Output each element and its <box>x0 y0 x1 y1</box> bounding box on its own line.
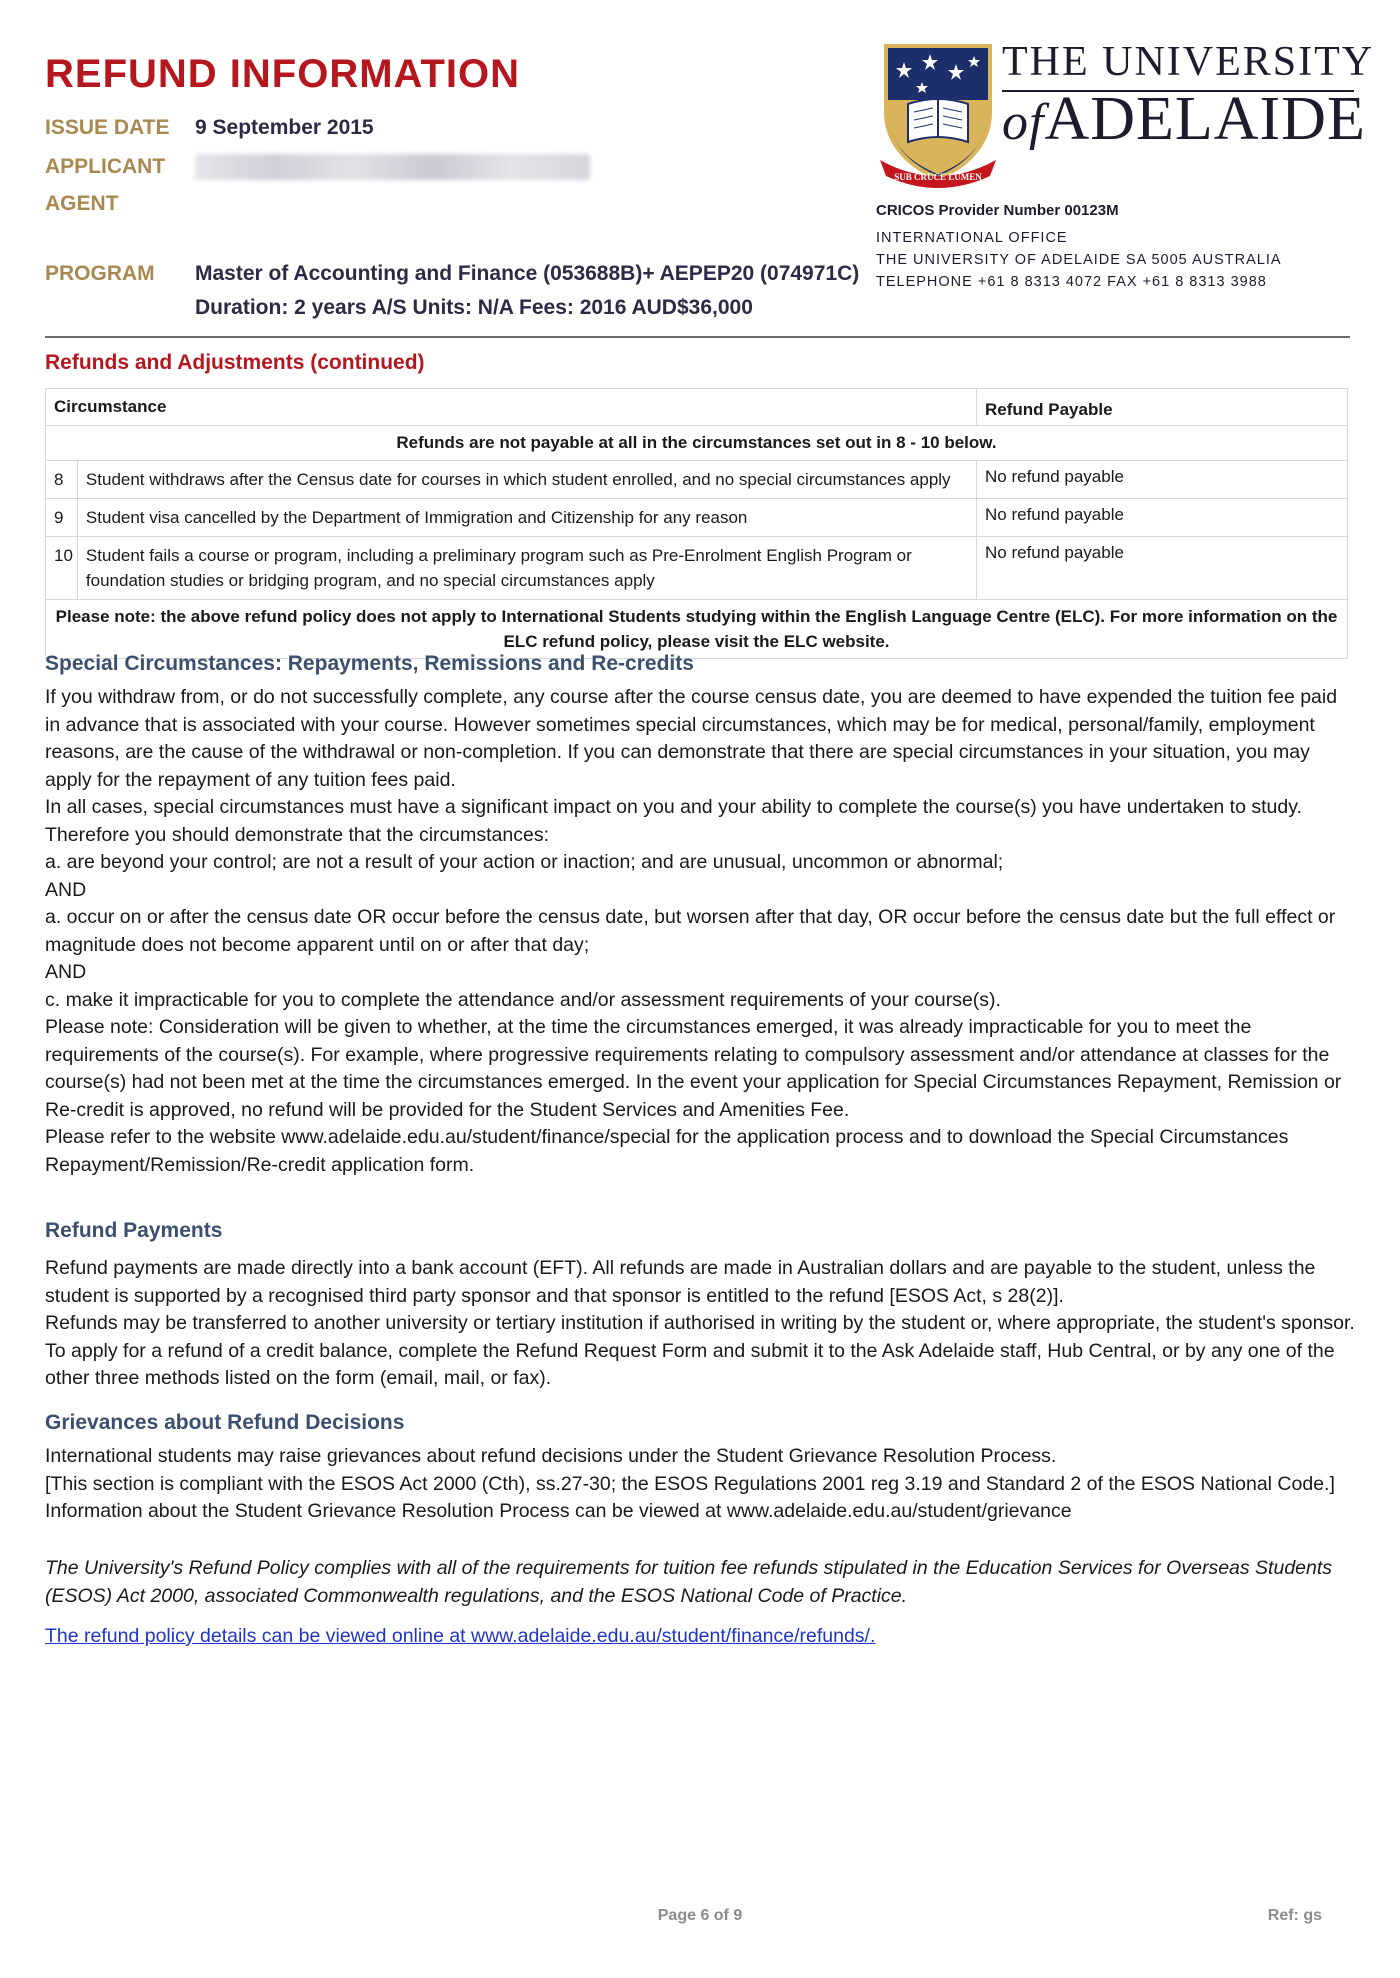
program-name: Master of Accounting and Finance (053688B)+ AEPEP20 (074971C) <box>195 262 860 285</box>
row-number: 8 <box>46 461 78 499</box>
table-header-row <box>46 389 1348 426</box>
grievances-paragraph: International students may raise grievances about refund decisions under the Student Grievance Resolution Process. <box>45 1445 1057 1467</box>
refund-payments-paragraph: Refunds may be transferred to another university or tertiary institution if authorised in writing by the student or, where appropriate, the student's sponsor. <box>45 1312 1355 1334</box>
office-line-1: INTERNATIONAL OFFICE <box>876 230 1068 246</box>
program-details: Duration: 2 years A/S Units: N/A Fees: 2016 AUD$36,000 <box>195 296 753 319</box>
refund-payments-paragraph: Refund payments are made directly into a bank account (EFT). All refunds are made in Australian dollars and are payable to the student, unless the student is supported by a recognised third party sponsor and that sponsor is entitled to the refund [ESOS Act, s 28(2)]. <box>45 1257 1316 1307</box>
col-circumstance: Circumstance <box>46 389 977 426</box>
refund-policy-link[interactable]: The refund policy details can be viewed online at www.adelaide.edu.au/student/finance/refunds/. <box>45 1625 876 1647</box>
crest-motto: SUB CRUCE LUMEN <box>894 172 982 182</box>
office-line-2: THE UNIVERSITY OF ADELAIDE SA 5005 AUSTRALIA <box>876 252 1282 268</box>
refund-payments-paragraph: To apply for a refund of a credit balance, complete the Refund Request Form and submit it to the Ask Adelaide staff, Hub Central, or by any one of the other three methods listed on the form (email, mail, or fax). <box>45 1339 1335 1389</box>
special-paragraph: a. occur on or after the census date OR occur before the census date, but worsen after that day, OR occur before the census date but the full effect or magnitude does not become apparent until on or after that day; <box>45 906 1336 956</box>
special-paragraph: c. make it impracticable for you to complete the attendance and/or assessment requirements of your course(s). <box>45 988 1001 1011</box>
elc-note: Please note: the above refund policy does not apply to International Students studying within the English Language Centre (ELC). For more information on the ELC refund policy, please visit the ELC website. <box>46 600 1348 659</box>
table-row <box>46 461 1348 499</box>
table-note-row <box>46 600 1348 659</box>
applicant-row <box>45 154 590 180</box>
university-name-adelaide: ADELAIDE <box>1044 85 1366 153</box>
document-title: REFUND INFORMATION <box>45 52 520 96</box>
row-number: 10 <box>46 537 78 600</box>
special-paragraph: AND <box>45 878 87 901</box>
refund-table <box>45 388 1348 659</box>
special-paragraph: a. are beyond your control; are not a result of your action or inaction; and are unusual, uncommon or abnormal; <box>45 851 1004 873</box>
table-banner: Refunds are not payable at all in the circumstances set out in 8 - 10 below. <box>46 426 1348 461</box>
refund-payments-body <box>45 1255 1355 1393</box>
issue-date-value: 9 September 2015 <box>195 116 374 139</box>
table-row <box>46 537 1348 600</box>
special-heading: Special Circumstances: Repayments, Remissions and Re-credits <box>45 652 694 675</box>
cricos-number: CRICOS Provider Number 00123M <box>876 202 1119 219</box>
agent-row <box>45 192 195 216</box>
footer-ref: Ref: gs <box>1267 1907 1322 1924</box>
grievances-paragraph: [This section is compliant with the ESOS Act 2000 (Cth), ss.27-30; the ESOS Regulations 2001 reg 3.19 and Standard 2 of the ESOS National Code.] <box>45 1472 1335 1495</box>
office-line-3: TELEPHONE +61 8 8313 4072 FAX +61 8 8313 3988 <box>876 274 1267 290</box>
header-divider <box>45 336 1350 338</box>
refunds-heading: Refunds and Adjustments (continued) <box>45 351 425 374</box>
refund-payments-heading: Refund Payments <box>45 1219 223 1242</box>
row-refund: No refund payable <box>977 461 1348 499</box>
table-banner-row <box>46 426 1348 461</box>
special-paragraph: AND <box>45 961 87 983</box>
row-circumstance: Student visa cancelled by the Department of Immigration and Citizenship for any reason <box>77 499 976 537</box>
special-paragraph: If you withdraw from, or do not successfully complete, any course after the course census date, you are deemed to have expended the tuition fee paid in advance that is associated with your course. However sometimes special circumstances, which may be for medical, personal/family, employment reasons, are the cause of the withdrawal or non-completion. If you can demonstrate that there are special circumstances in your situation, you may apply for the repayment of any tuition fees paid. <box>45 686 1338 791</box>
grievances-heading: Grievances about Refund Decisions <box>45 1411 405 1434</box>
page-number: Page 6 of 9 <box>657 1907 743 1924</box>
special-paragraph: In all cases, special circumstances must have a significant impact on you and your ability to complete the course(s) you have undertaken to study. <box>45 796 1302 818</box>
special-paragraph: Please note: Consideration will be given to whether, at the time the circumstances emerged, it was already impracticable for you to meet the requirements of the course(s). For example, where progressive requirements relating to compulsory assessment and/or attendance at classes for the course(s) had not been met at the time the circumstances emerged. In the event your application for Special Circumstances Repayment, Remission or Re-credit is approved, no refund will be provided for the Student Services and Amenities Fee. <box>45 1016 1342 1121</box>
grievances-paragraph: Information about the Student Grievance Resolution Process can be viewed at www.adelaide.edu.au/student/grievance <box>45 1500 1072 1522</box>
policy-compliance-note: The University's Refund Policy complies with all of the requirements for tuition fee refunds stipulated in the Education Services for Overseas Students (ESOS) Act 2000, associated Commonwealth regulations, and the ESOS National Code of Practice. <box>45 1557 1333 1607</box>
university-name-of: of <box>1002 94 1045 151</box>
table-row <box>46 499 1348 537</box>
special-body <box>45 684 1355 1179</box>
row-number: 9 <box>46 499 78 537</box>
row-refund: No refund payable <box>977 499 1348 537</box>
issue-date-label: ISSUE DATE <box>45 116 170 139</box>
university-name-line2 <box>1002 84 1366 155</box>
grievances-body <box>45 1443 1355 1526</box>
agent-label: AGENT <box>45 192 119 215</box>
special-paragraph: Therefore you should demonstrate that the circumstances: <box>45 823 550 846</box>
university-crest-icon <box>878 42 998 190</box>
applicant-redacted <box>195 154 590 180</box>
row-circumstance: Student withdraws after the Census date for courses in which student enrolled, and no special circumstances apply <box>77 461 976 499</box>
university-name-line1: THE UNIVERSITY <box>1002 39 1375 85</box>
special-paragraph: Please refer to the website www.adelaide.edu.au/student/finance/special for the application process and to download the Special Circumstances Repayment/Remission/Re-credit application form. <box>45 1126 1289 1176</box>
row-refund: No refund payable <box>977 537 1348 600</box>
row-circumstance: Student fails a course or program, including a preliminary program such as Pre-Enrolment English Program or foundation studies or bridging program, and no special circumstances apply <box>77 537 976 600</box>
col-refund-payable: Refund Payable <box>977 389 1348 426</box>
applicant-label: APPLICANT <box>45 154 166 178</box>
program-label: PROGRAM <box>45 262 155 285</box>
issue-date-row <box>45 116 374 140</box>
